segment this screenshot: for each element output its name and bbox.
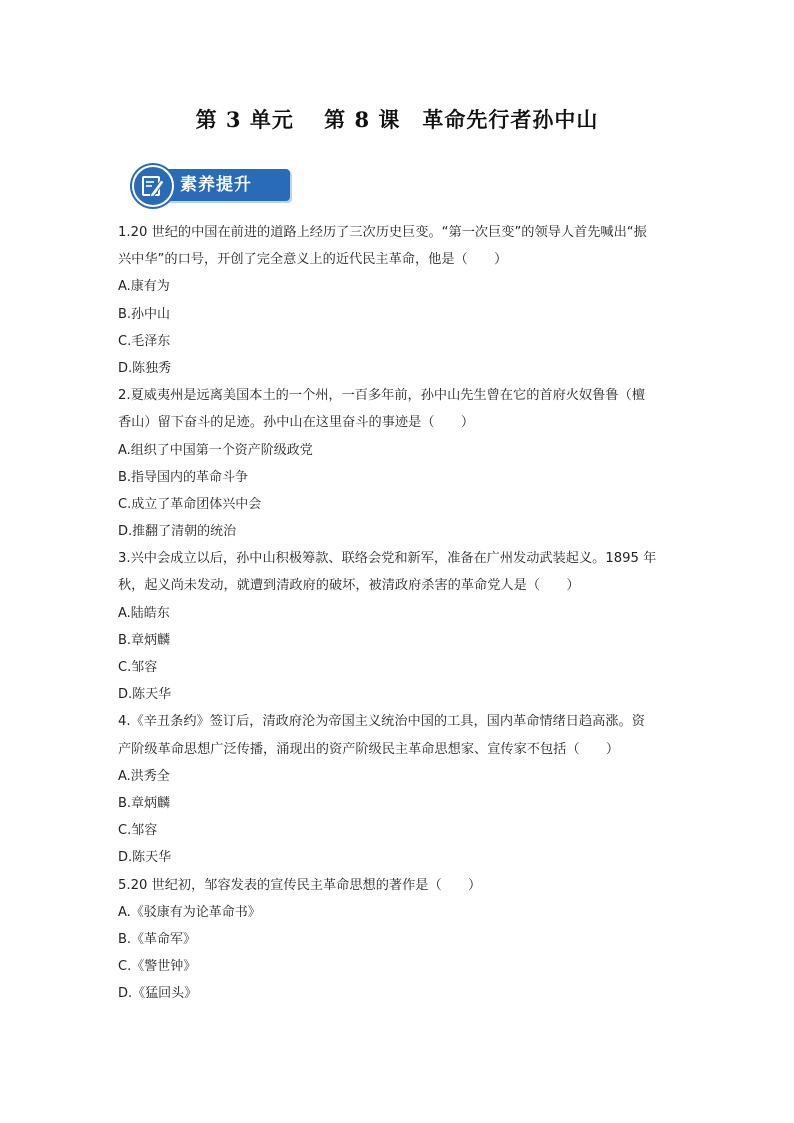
option-c: C.《警世钟》 — [118, 959, 197, 975]
option-c: C.毛泽东 — [118, 333, 171, 349]
option-a: A.康有为 — [118, 279, 170, 295]
option-a: A.组织了中国第一个资产阶级政党 — [118, 442, 313, 458]
question-stem-line: 5.20 世纪初，邹容发表的宣传民主革命思想的著作是（ ） — [118, 877, 482, 893]
question-stem-line: 产阶级革命思想广泛传播，涌现出的资产阶级民主革命思想家、宣传家不包括（ ） — [118, 741, 620, 757]
option-d: D.陈天华 — [118, 850, 172, 866]
question-4 — [118, 708, 678, 871]
question-stem-line: 4.《辛丑条约》签订后，清政府沦为帝国主义统治中国的工具，国内革命情绪日趋高涨。资 — [118, 714, 645, 730]
question-1 — [118, 219, 678, 382]
question-stem-line: 1.20 世纪的中国在前进的道路上经历了三次历史巨变。“第一次巨变”的领导人首先喊出“振 — [118, 225, 647, 240]
option-b: B.《革命军》 — [118, 931, 197, 947]
option-a: A.《驳康有为论革命书》 — [118, 904, 261, 920]
badge-circle — [132, 165, 174, 207]
option-d: D.陈独秀 — [118, 360, 172, 376]
option-a: A.陆皓东 — [118, 605, 170, 621]
option-c: C.邹容 — [118, 823, 158, 839]
option-b: B.章炳麟 — [118, 632, 171, 648]
question-stem-line: 2.夏威夷州是远离美国本土的一个州，一百多年前，孙中山先生曾在它的首府火奴鲁鲁（檀 — [118, 388, 645, 404]
option-c: C.邹容 — [118, 660, 158, 675]
question-stem-line: 香山）留下奋斗的足迹。孙中山在这里奋斗的事迹是（ ） — [118, 415, 475, 431]
option-d: D.《猛回头》 — [118, 986, 198, 1002]
badge-label: 素养提升 — [180, 175, 252, 195]
question-5 — [118, 872, 678, 1008]
option-c: C.成立了革命团体兴中会 — [118, 496, 262, 512]
question-stem-line: 兴中华”的口号，开创了完全意义上的近代民主革命，他是（ ） — [118, 252, 508, 268]
option-a: A.洪秀全 — [118, 768, 170, 784]
option-b: B.指导国内的革命斗争 — [118, 469, 249, 485]
pencil-icon — [139, 172, 167, 200]
question-3 — [118, 545, 678, 708]
page-title: 第 3 单元 第 8 课 革命先行者孙中山 — [195, 107, 599, 132]
question-list — [118, 219, 678, 1007]
option-b: B.章炳麟 — [118, 795, 171, 811]
option-b: B.孙中山 — [118, 306, 171, 322]
option-d: D.陈天华 — [118, 687, 172, 703]
question-stem-line: 3.兴中会成立以后，孙中山积极筹款、联络会党和新军，准备在广州发动武装起义。1895 年 — [118, 551, 657, 567]
section-badge — [132, 165, 290, 205]
question-2 — [118, 382, 678, 545]
option-d: D.推翻了清朝的统治 — [118, 524, 237, 540]
question-stem-line: 秋，起义尚未发动，就遭到清政府的破坏，被清政府杀害的革命党人是（ ） — [118, 578, 580, 594]
